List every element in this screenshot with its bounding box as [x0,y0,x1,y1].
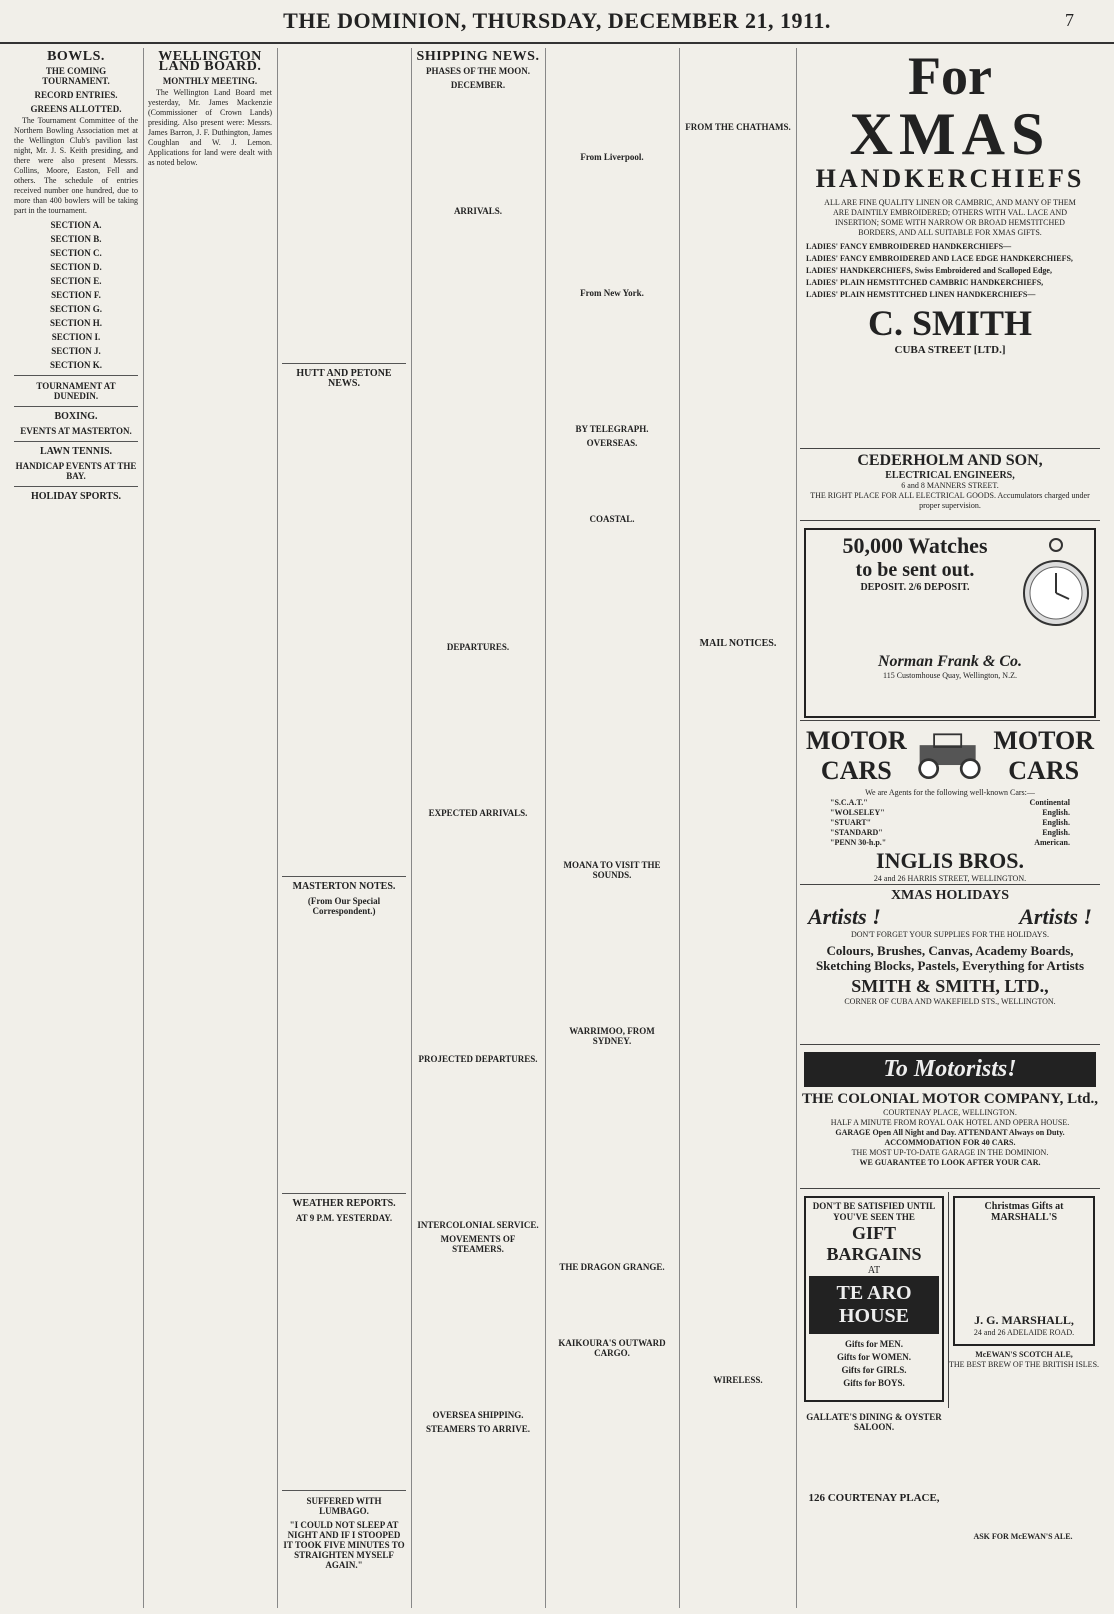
ad-artists-items: Colours, Brushes, Canvas, Academy Boards, Sketching Blocks, Pastels, Everything for Artists [815,943,1085,973]
ad-cars-right: CARS [1008,756,1080,785]
ad-handkerchief-text: ALL ARE FINE QUALITY LINEN OR CAMBRIC, AND MANY OF THEM ARE DAINTILY EMBROIDERED; OTHERS WITH VAL. LACE AND INSERTION; SOME WITH NARROW OR BROAD HEMSTITCHED BORDERS, AND ALL SUITABLE FOR XMAS GIFTS. [824,198,1076,237]
ad-motor-right: MOTOR [993,726,1094,755]
ad-for: For [908,48,992,106]
heading-hutt-petone: HUTT AND PETONE NEWS. [296,368,392,389]
ad-handkerchiefs [800,48,1100,449]
ad-smith-addr: CORNER OF CUBA AND WAKEFIELD STS., WELLINGTON. [844,997,1056,1006]
car-make: "PENN 30-h.p." [830,838,887,847]
ad-cederholm-addr: 6 and 8 MANNERS STREET. [901,481,999,490]
ad-marshall [949,1192,1099,1408]
heading-masterton-notes: MASTERTON NOTES. [292,881,396,892]
heading-movements: MOVEMENTS OF STEAMERS. [440,1234,516,1254]
weather-subheading: AT 9 P.M. YESTERDAY. [295,1213,393,1223]
ad-to-motorists: To Motorists! [804,1052,1096,1087]
ad-deposit: DEPOSIT. 2/6 DEPOSIT. [860,582,970,593]
car-origin: English. [1042,808,1070,817]
ad-gifts: Gifts for GIRLS. [841,1365,907,1375]
ad-best-brew: THE BEST BREW OF THE BRITISH ISLES. [949,1360,1100,1369]
ad-gallate [800,1412,1100,1608]
heading-arrivals: ARRIVALS. [453,206,503,216]
heading-chathams: FROM THE CHATHAMS. [685,122,791,132]
ad-gifts: Gifts for MEN. [844,1339,904,1349]
ad-watches-head: 50,000 Watches [842,533,988,558]
ad-inglis-bros: INGLIS BROS. [876,848,1024,873]
ad-line: LADIES' FANCY EMBROIDERED AND LACE EDGE HANDKERCHIEFS, [806,254,1073,263]
car-origin: English. [1042,828,1070,837]
heading-overseas: OVERSEAS. [586,438,638,448]
section-heading: SECTION A. [50,220,102,230]
section-heading: SECTION D. [50,262,102,272]
section-heading: SECTION F. [51,290,101,300]
heading-masterton-events: EVENTS AT MASTERTON. [20,426,132,436]
ad-agents: We are Agents for the following well-known Cars:— [865,788,1035,797]
subheading-records: RECORD ENTRIES. [34,90,118,100]
moon-phases: PHASES OF THE MOON. [425,66,530,76]
ad-ask-mcewan: ASK FOR McEWAN'S ALE. [973,1532,1073,1541]
heading-oversea-shipping: OVERSEA SHIPPING. [432,1410,524,1420]
car-origin: American. [1034,838,1070,847]
bowls-paragraph: The Tournament Committee of the Northern Bowling Association met at the Wellington Club's pavilion last night, Mr. J. S. Keith presiding, and there were also present Messrs. Collins, Moore, Easton, Fell and others. The schedule of entries received number one hundred, due to more than 400 bowlers will be taking part in the tournament. [14,116,138,215]
column-land-board [148,48,272,1608]
section-heading: SECTION G. [49,304,102,314]
ad-norman-frank: Norman Frank & Co. [877,653,1023,670]
section-heading: SECTION C. [50,248,102,258]
ad-artists-left: Artists ! [808,904,881,929]
ad-cederholm-slogan: THE RIGHT PLACE FOR ALL ELECTRICAL GOODS. Accumulators charged under proper supervision. [810,491,1090,510]
heading-kaikoura: KAIKOURA'S OUTWARD CARGO. [558,1338,666,1358]
ad-artists [800,888,1100,1045]
heading-dunedin: TOURNAMENT AT DUNEDIN. [36,381,116,401]
heading-warrimoo: WARRIMOO, FROM SYDNEY. [569,1026,655,1046]
ad-line: LADIES' PLAIN HEMSTITCHED CAMBRIC HANDKERCHIEFS, [806,278,1044,287]
subheading-greens: GREENS ALLOTTED. [30,104,122,114]
ad-bottom-row [800,1192,1100,1408]
section-heading: SECTION J. [51,346,101,356]
section-heading: SECTION B. [50,234,102,244]
column-mail [684,48,792,1608]
ad-watches-sub: to be sent out. [855,559,975,581]
column-shipping-cont [550,48,674,1608]
section-heading: SECTION K. [49,360,102,370]
ad-colonial-text1: HALF A MINUTE FROM ROYAL OAK HOTEL AND OPERA HOUSE. [830,1118,1070,1127]
ad-gallate-head: GALLATE'S DINING & OYSTER SALOON. [806,1412,942,1432]
column-bowls [14,48,138,1608]
heading-land-board: WELLINGTON LAND BOARD. [158,49,262,74]
ad-xmas: XMAS [849,101,1051,167]
land-board-paragraph: The Wellington Land Board met yesterday, Mr. James Mackenzie (Commissioner of Crown Lands) presiding. Also present were: Messrs. James Barron, J. F. Duthington, James Coughlan and W. J. Lemon. Applications for land were dealt with as noted below. [148,88,272,167]
heading-by-telegraph: BY TELEGRAPH. [575,424,649,434]
heading-moana: MOANA TO VISIT THE SOUNDS. [563,860,661,880]
moon-month: DECEMBER. [450,80,506,90]
ad-at: AT [867,1265,881,1276]
ad-te-aro [800,1192,949,1408]
car-make: "S.C.A.T." [830,798,868,807]
ad-mcewan: McEWAN'S SCOTCH ALE, [975,1350,1073,1359]
page-number: 7 [1065,10,1074,30]
heading-lumbago: SUFFERED WITH LUMBAGO. [306,1496,382,1516]
heading-holiday-sports: HOLIDAY SPORTS. [30,491,122,502]
ad-norman-addr: 115 Customhouse Quay, Wellington, N.Z. [883,671,1017,680]
ad-cederholm [800,452,1100,521]
heading-weather: WEATHER REPORTS. [292,1198,396,1209]
section-heading: SECTION H. [49,318,102,328]
ad-motorists [800,1048,1100,1189]
ad-colonial-motor: THE COLONIAL MOTOR COMPANY, Ltd., [801,1091,1098,1107]
ad-colonial-text4: THE MOST UP-TO-DATE GARAGE IN THE DOMINION. [851,1148,1049,1157]
car-make: "STUART" [830,818,872,827]
heading-boxing: BOXING. [54,411,98,422]
ad-motor-left: MOTOR [806,726,907,755]
column-news [282,48,406,1608]
ad-colonial-addr: COURTENAY PLACE, WELLINGTON. [883,1108,1017,1117]
heading-handicap: HANDICAP EVENTS AT THE BAY. [15,461,137,481]
ad-colonial-text5: WE GUARANTEE TO LOOK AFTER YOUR CAR. [859,1158,1041,1167]
car-make: "WOLSELEY" [830,808,885,817]
heading-mail-notices: MAIL NOTICES. [699,638,777,649]
car-origin: English. [1042,818,1070,827]
ad-marshall-firm: J. G. MARSHALL, [974,1313,1074,1327]
pocket-watch-icon [1021,533,1091,643]
ad-ltd: [LTD.] [973,344,1006,356]
ad-line: LADIES' PLAIN HEMSTITCHED LINEN HANDKERCHIEFS— [806,290,1036,299]
ad-colonial-text2: GARAGE Open All Night and Day. ATTENDANT Always on Duty. [835,1128,1065,1137]
ad-gifts: Gifts for WOMEN. [837,1352,911,1362]
heading-from-newyork: From New York. [580,288,644,298]
ad-gift-bargains: GIFT BARGAINS [826,1223,922,1264]
heading-lawn-tennis: LAWN TENNIS. [39,446,113,457]
heading-intercolonial: INTERCOLONIAL SERVICE. [417,1220,539,1230]
heading-bowls: BOWLS. [47,49,105,64]
ad-marshall-head: Christmas Gifts at MARSHALL'S [984,1201,1064,1223]
ad-gallate-addr: 126 COURTENAY PLACE, [808,1492,940,1504]
section-heading: SECTION E. [50,276,102,286]
car-make: "STANDARD" [830,828,883,837]
ad-cuba-street: CUBA STREET [894,344,972,356]
steamers-to-arrive: STEAMERS TO ARRIVE. [426,1424,530,1434]
subheading-monthly: MONTHLY MEETING. [162,76,258,86]
ad-colonial-text3: ACCOMMODATION FOR 40 CARS. [884,1138,1016,1147]
ad-te-aro-house: TE ARO HOUSE [809,1276,939,1334]
ad-motor-cars [800,724,1100,885]
column-shipping [416,48,540,1608]
heading-dragon-grange: THE DRAGON GRANGE. [559,1262,665,1272]
ad-line: LADIES' HANDKERCHIEFS, Swiss Embroidered and Scalloped Edge, [806,266,1052,275]
ad-artists-text: DON'T FORGET YOUR SUPPLIES FOR THE HOLIDAYS. [851,930,1049,939]
heading-wireless: WIRELESS. [713,1375,763,1385]
motor-car-icon [907,726,994,786]
masterton-byline: (From Our Special Correspondent.) [307,896,381,916]
subheading-tournament: THE COMING TOURNAMENT. [42,66,110,86]
ad-gifts: Gifts for BOYS. [843,1378,905,1388]
ad-inglis-addr: 24 and 26 HARRIS STREET, WELLINGTON. [873,874,1027,883]
ad-cederholm-sub: ELECTRICAL ENGINEERS, [885,470,1015,481]
ad-line: LADIES' FANCY EMBROIDERED HANDKERCHIEFS— [806,242,1012,251]
heading-departures: DEPARTURES. [446,642,510,652]
heading-projected-departures: PROJECTED DEPARTURES. [418,1054,538,1064]
newspaper-title: THE DOMINION, THURSDAY, DECEMBER 21, 1911. [283,8,831,33]
ad-te-aro-lead: DON'T BE SATISFIED UNTIL YOU'VE SEEN THE [812,1201,936,1222]
ad-cars-left: CARS [820,756,892,785]
heading-coastal: COASTAL. [589,514,635,524]
section-heading: SECTION I. [51,332,101,342]
lumbago-quote: "I COULD NOT SLEEP AT NIGHT AND IF I STOOPED IT TOOK FIVE MINUTES TO STRAIGHTEN MYSELF AGAIN." [283,1520,405,1570]
ad-handkerchiefs-title: HANDKERCHIEFS [815,164,1085,193]
ad-smith-smith: SMITH & SMITH, LTD., [851,976,1049,996]
masthead [0,0,1114,44]
ad-cederholm-name: CEDERHOLM AND SON, [857,452,1043,469]
heading-from-liverpool: From Liverpool. [580,152,644,162]
ad-xmas-holidays: XMAS HOLIDAYS [890,888,1010,903]
car-origin: Continental [1029,798,1070,807]
ad-artists-right: Artists ! [1019,904,1092,929]
heading-shipping: SHIPPING NEWS. [416,49,540,64]
ad-c-smith: C. SMITH [867,303,1033,343]
heading-expected-arrivals: EXPECTED ARRIVALS. [428,808,528,818]
ad-watches [800,524,1100,721]
ad-marshall-addr: 24 and 26 ADELAIDE ROAD. [973,1328,1075,1337]
